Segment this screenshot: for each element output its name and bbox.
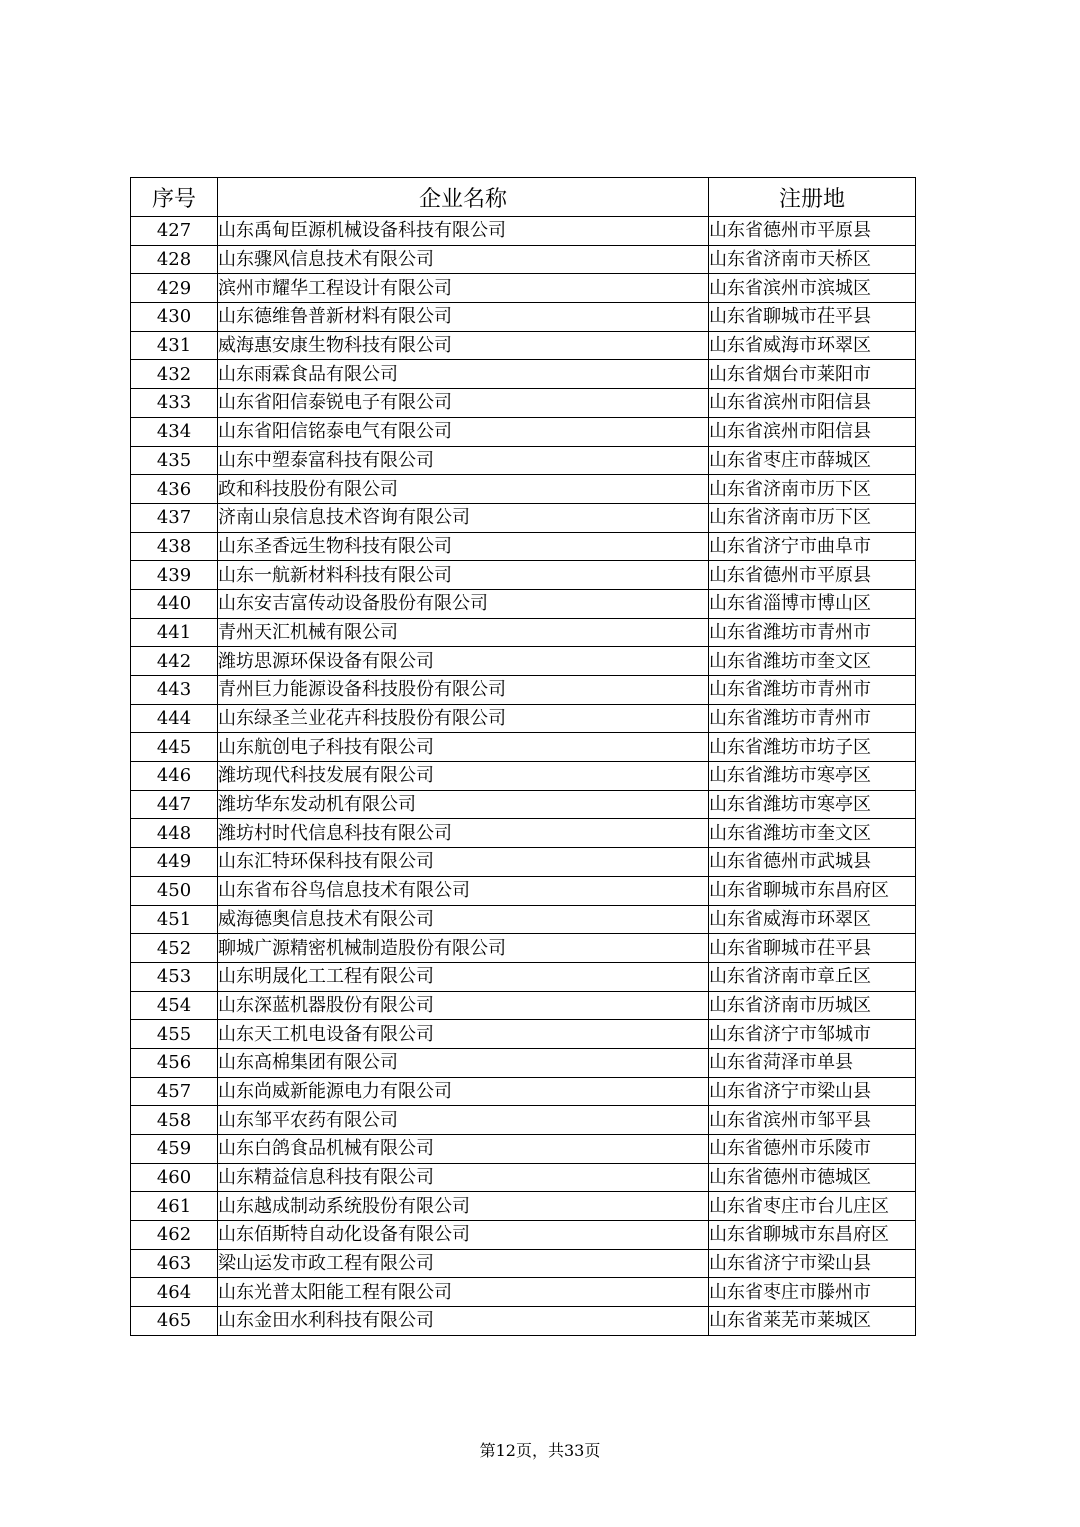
- cell-serial: 431: [131, 331, 218, 360]
- cell-company-name: 山东禹甸臣源机械设备科技有限公司: [218, 217, 709, 246]
- cell-company-name: 青州天汇机械有限公司: [218, 618, 709, 647]
- table-row: [131, 1163, 916, 1192]
- table-row: [131, 503, 916, 532]
- cell-serial: 465: [131, 1307, 218, 1336]
- cell-registered-location: 山东省莱芜市莱城区: [709, 1307, 916, 1336]
- company-table: [130, 177, 916, 1336]
- cell-registered-location: 山东省潍坊市青州市: [709, 704, 916, 733]
- cell-registered-location: 山东省德州市乐陵市: [709, 1135, 916, 1164]
- cell-company-name: 山东佰斯特自动化设备有限公司: [218, 1221, 709, 1250]
- cell-company-name: 山东省阳信泰锐电子有限公司: [218, 389, 709, 418]
- cell-registered-location: 山东省济南市历下区: [709, 503, 916, 532]
- cell-registered-location: 山东省潍坊市寒亭区: [709, 762, 916, 791]
- cell-registered-location: 山东省济宁市梁山县: [709, 1077, 916, 1106]
- cell-registered-location: 山东省潍坊市青州市: [709, 618, 916, 647]
- cell-serial: 460: [131, 1163, 218, 1192]
- cell-serial: 434: [131, 417, 218, 446]
- cell-company-name: 聊城广源精密机械制造股份有限公司: [218, 934, 709, 963]
- table-row: [131, 1077, 916, 1106]
- table-row: [131, 819, 916, 848]
- cell-serial: 451: [131, 905, 218, 934]
- cell-serial: 452: [131, 934, 218, 963]
- cell-company-name: 潍坊村时代信息科技有限公司: [218, 819, 709, 848]
- table-row: [131, 618, 916, 647]
- cell-registered-location: 山东省潍坊市奎文区: [709, 647, 916, 676]
- cell-company-name: 山东骤风信息技术有限公司: [218, 245, 709, 274]
- footer-middle: 页，共: [515, 1441, 564, 1460]
- cell-serial: 454: [131, 991, 218, 1020]
- cell-company-name: 山东明晟化工工程有限公司: [218, 962, 709, 991]
- cell-registered-location: 山东省聊城市东昌府区: [709, 876, 916, 905]
- cell-registered-location: 山东省聊城市茌平县: [709, 934, 916, 963]
- table-row: [131, 1020, 916, 1049]
- cell-serial: 461: [131, 1192, 218, 1221]
- cell-registered-location: 山东省聊城市茌平县: [709, 303, 916, 332]
- cell-serial: 444: [131, 704, 218, 733]
- cell-company-name: 潍坊华东发动机有限公司: [218, 790, 709, 819]
- cell-registered-location: 山东省菏泽市单县: [709, 1048, 916, 1077]
- cell-registered-location: 山东省烟台市莱阳市: [709, 360, 916, 389]
- cell-serial: 459: [131, 1135, 218, 1164]
- table-row: [131, 303, 916, 332]
- cell-company-name: 山东汇特环保科技有限公司: [218, 848, 709, 877]
- cell-company-name: 山东越成制动系统股份有限公司: [218, 1192, 709, 1221]
- cell-registered-location: 山东省潍坊市寒亭区: [709, 790, 916, 819]
- cell-company-name: 山东绿圣兰业花卉科技股份有限公司: [218, 704, 709, 733]
- cell-serial: 436: [131, 475, 218, 504]
- cell-serial: 445: [131, 733, 218, 762]
- cell-registered-location: 山东省德州市平原县: [709, 217, 916, 246]
- cell-company-name: 山东尚威新能源电力有限公司: [218, 1077, 709, 1106]
- cell-company-name: 山东天工机电设备有限公司: [218, 1020, 709, 1049]
- page-footer: [0, 1438, 1080, 1461]
- table-row: [131, 991, 916, 1020]
- table-row: [131, 417, 916, 446]
- cell-serial: 442: [131, 647, 218, 676]
- cell-registered-location: 山东省潍坊市奎文区: [709, 819, 916, 848]
- cell-serial: 437: [131, 503, 218, 532]
- cell-company-name: 滨州市耀华工程设计有限公司: [218, 274, 709, 303]
- cell-serial: 456: [131, 1048, 218, 1077]
- table-row: [131, 1249, 916, 1278]
- cell-serial: 432: [131, 360, 218, 389]
- table-row: [131, 733, 916, 762]
- cell-company-name: 山东白鸽食品机械有限公司: [218, 1135, 709, 1164]
- table-row: [131, 790, 916, 819]
- cell-company-name: 山东深蓝机器股份有限公司: [218, 991, 709, 1020]
- header-registered-location: 注册地: [709, 178, 916, 217]
- cell-registered-location: 山东省济南市章丘区: [709, 962, 916, 991]
- cell-registered-location: 山东省滨州市邹平县: [709, 1106, 916, 1135]
- cell-serial: 441: [131, 618, 218, 647]
- cell-registered-location: 山东省济南市历下区: [709, 475, 916, 504]
- table-row: [131, 704, 916, 733]
- header-company-name: 企业名称: [218, 178, 709, 217]
- cell-company-name: 政和科技股份有限公司: [218, 475, 709, 504]
- cell-serial: 438: [131, 532, 218, 561]
- footer-total-pages: 33: [564, 1441, 585, 1460]
- cell-serial: 448: [131, 819, 218, 848]
- cell-company-name: 山东中塑泰富科技有限公司: [218, 446, 709, 475]
- table-row: [131, 532, 916, 561]
- cell-company-name: 潍坊思源环保设备有限公司: [218, 647, 709, 676]
- table-row: [131, 1048, 916, 1077]
- cell-serial: 443: [131, 676, 218, 705]
- table-row: [131, 331, 916, 360]
- cell-serial: 447: [131, 790, 218, 819]
- table-row: [131, 1221, 916, 1250]
- cell-serial: 433: [131, 389, 218, 418]
- table-row: [131, 905, 916, 934]
- cell-company-name: 山东精益信息科技有限公司: [218, 1163, 709, 1192]
- cell-serial: 428: [131, 245, 218, 274]
- table-row: [131, 360, 916, 389]
- cell-company-name: 威海德奥信息技术有限公司: [218, 905, 709, 934]
- footer-prefix: 第: [479, 1441, 496, 1460]
- cell-company-name: 山东雨霖食品有限公司: [218, 360, 709, 389]
- table-row: [131, 446, 916, 475]
- cell-company-name: 青州巨力能源设备科技股份有限公司: [218, 676, 709, 705]
- cell-company-name: 山东金田水利科技有限公司: [218, 1307, 709, 1336]
- table-row: [131, 217, 916, 246]
- table-row: [131, 475, 916, 504]
- table-row: [131, 1135, 916, 1164]
- table-row: [131, 274, 916, 303]
- table-row: [131, 876, 916, 905]
- cell-serial: 462: [131, 1221, 218, 1250]
- cell-serial: 457: [131, 1077, 218, 1106]
- table-row: [131, 647, 916, 676]
- table-body: [131, 217, 916, 1336]
- cell-serial: 446: [131, 762, 218, 791]
- cell-registered-location: 山东省潍坊市坊子区: [709, 733, 916, 762]
- cell-registered-location: 山东省济南市历城区: [709, 991, 916, 1020]
- table-row: [131, 389, 916, 418]
- header-serial: 序号: [131, 178, 218, 217]
- table-row: [131, 934, 916, 963]
- cell-serial: 427: [131, 217, 218, 246]
- cell-registered-location: 山东省济宁市梁山县: [709, 1249, 916, 1278]
- cell-serial: 449: [131, 848, 218, 877]
- cell-company-name: 山东圣香远生物科技有限公司: [218, 532, 709, 561]
- cell-company-name: 山东光普太阳能工程有限公司: [218, 1278, 709, 1307]
- cell-company-name: 济南山泉信息技术咨询有限公司: [218, 503, 709, 532]
- cell-serial: 435: [131, 446, 218, 475]
- footer-page-number: 12: [495, 1441, 516, 1460]
- cell-registered-location: 山东省德州市平原县: [709, 561, 916, 590]
- table-row: [131, 1192, 916, 1221]
- table-row: [131, 1278, 916, 1307]
- cell-serial: 455: [131, 1020, 218, 1049]
- cell-registered-location: 山东省威海市环翠区: [709, 331, 916, 360]
- cell-company-name: 威海惠安康生物科技有限公司: [218, 331, 709, 360]
- cell-registered-location: 山东省淄博市博山区: [709, 589, 916, 618]
- table-row: [131, 561, 916, 590]
- cell-registered-location: 山东省滨州市阳信县: [709, 389, 916, 418]
- cell-serial: 453: [131, 962, 218, 991]
- cell-serial: 430: [131, 303, 218, 332]
- cell-registered-location: 山东省济南市天桥区: [709, 245, 916, 274]
- table-row: [131, 1106, 916, 1135]
- cell-registered-location: 山东省聊城市东昌府区: [709, 1221, 916, 1250]
- table-row: [131, 589, 916, 618]
- cell-company-name: 山东高棉集团有限公司: [218, 1048, 709, 1077]
- table-header-row: [131, 178, 916, 217]
- cell-registered-location: 山东省枣庄市台儿庄区: [709, 1192, 916, 1221]
- table-row: [131, 848, 916, 877]
- cell-serial: 439: [131, 561, 218, 590]
- cell-registered-location: 山东省济宁市邹城市: [709, 1020, 916, 1049]
- table-row: [131, 1307, 916, 1336]
- cell-registered-location: 山东省枣庄市滕州市: [709, 1278, 916, 1307]
- cell-serial: 464: [131, 1278, 218, 1307]
- cell-serial: 458: [131, 1106, 218, 1135]
- cell-company-name: 潍坊现代科技发展有限公司: [218, 762, 709, 791]
- cell-company-name: 山东省阳信铭泰电气有限公司: [218, 417, 709, 446]
- cell-company-name: 山东邹平农药有限公司: [218, 1106, 709, 1135]
- cell-company-name: 山东航创电子科技有限公司: [218, 733, 709, 762]
- cell-company-name: 山东安吉富传动设备股份有限公司: [218, 589, 709, 618]
- cell-registered-location: 山东省滨州市滨城区: [709, 274, 916, 303]
- cell-registered-location: 山东省济宁市曲阜市: [709, 532, 916, 561]
- cell-registered-location: 山东省德州市德城区: [709, 1163, 916, 1192]
- cell-company-name: 山东一航新材料科技有限公司: [218, 561, 709, 590]
- cell-registered-location: 山东省德州市武城县: [709, 848, 916, 877]
- cell-serial: 429: [131, 274, 218, 303]
- table-row: [131, 762, 916, 791]
- cell-registered-location: 山东省滨州市阳信县: [709, 417, 916, 446]
- cell-company-name: 梁山运发市政工程有限公司: [218, 1249, 709, 1278]
- table-row: [131, 245, 916, 274]
- cell-registered-location: 山东省潍坊市青州市: [709, 676, 916, 705]
- table-row: [131, 676, 916, 705]
- cell-registered-location: 山东省威海市环翠区: [709, 905, 916, 934]
- footer-suffix: 页: [584, 1441, 601, 1460]
- cell-company-name: 山东省布谷鸟信息技术有限公司: [218, 876, 709, 905]
- cell-serial: 440: [131, 589, 218, 618]
- cell-company-name: 山东德维鲁普新材料有限公司: [218, 303, 709, 332]
- cell-serial: 463: [131, 1249, 218, 1278]
- table-row: [131, 962, 916, 991]
- cell-registered-location: 山东省枣庄市薛城区: [709, 446, 916, 475]
- cell-serial: 450: [131, 876, 218, 905]
